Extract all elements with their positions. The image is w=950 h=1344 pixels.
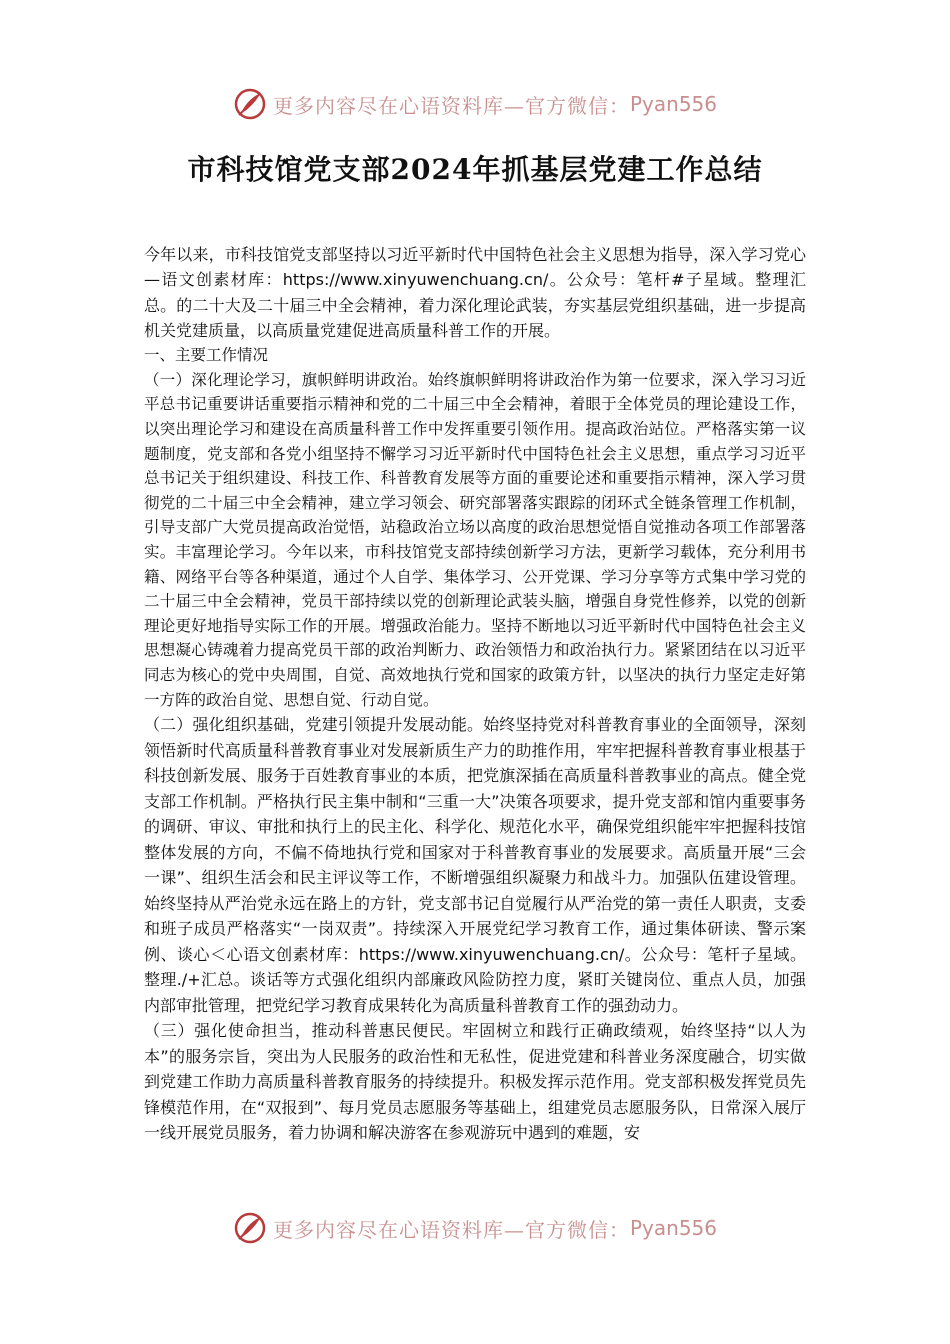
- intro-paragraph: 今年以来，市科技馆党支部坚持以习近平新时代中国特色社会主义思想为指导，深入学习党心—语文创素材库：https://www.xinyuwenchuang.cn/。公众号：笔杆#子星域。整理汇总。的二十大及二十届三中全会精神，着力深化理论武装，夯实基层党组织基础，进一步提高机关党建质量，以高质量党建促进高质量科普工作的开展。: [144, 245, 806, 340]
- watermark-text: 更多内容尽在心语资料库—官方微信：: [272, 93, 630, 118]
- document-title: 市科技馆党支部2024年抓基层党建工作总结: [187, 153, 763, 186]
- paragraph-mission: （三）强化使命担当，推动科普惠民便民。牢固树立和践行正确政绩观，始终坚持“以人为本”的服务宗旨，突出为人民服务的政治性和无私性，促进党建和科普业务深度融合，切实做到党建工作助力高质量科普教育服务的持续提升。积极发挥示范作用。党支部积极发挥党员先锋模范作用，在“双报到”、每月党员志愿服务等基础上，组建党员志愿服务队，日常深入展厅一线开展党员服务，着力协调和解决游客在参观游玩中遇到的难题，安: [144, 1021, 806, 1143]
- watermark-wechat-id: Pyan556: [629, 1216, 717, 1240]
- quill-logo-icon: [233, 1211, 267, 1245]
- section-heading: 一、主要工作情况: [144, 346, 269, 365]
- document-body: [144, 242, 806, 1146]
- watermark-wechat-id: Pyan556: [629, 92, 717, 116]
- paragraph-organization: （二）强化组织基础，党建引领提升发展动能。始终坚持党对科普教育事业的全面领导，深刻领悟新时代高质量科普教育事业对发展新质生产力的助推作用，牢牢把握科普教育事业根基于科技创新发展、服务于百姓教育事业的本质，把党旗深插在高质量科普教事业的高点。健全党支部工作机制。严格执行民主集中制和“三重一大”决策各项要求，提升党支部和馆内重要事务的调研、审议、审批和执行上的民主化、科学化、规范化水平，确保党组织能牢牢把握科技馆整体发展的方向，不偏不倚地执行党和国家对于科普教育事业的发展要求。高质量开展“三会一课”、组织生活会和民主评议等工作，不断增强组织凝聚力和战斗力。加强队伍建设管理。始终坚持从严治党永远在路上的方针，党支部书记自觉履行从严治党的第一责任人职责，支委和班子成员严格落实“一岗双责”。持续深入开展党纪学习教育工作，通过集体研读、警示案例、谈心＜心语文创素材库：https://www.xinyuwenchuang.cn/。公众号：笔杆子星域。整理./+汇总。谈话等方式强化组织内部廉政风险防控力度，紧盯关键岗位、重点人员，加强内部审批管理，把党纪学习教育成果转化为高质量科普教育工作的强劲动力。: [144, 715, 806, 1015]
- watermark-footer: [0, 1208, 950, 1248]
- watermark-header: [0, 84, 950, 124]
- paragraph-theory-study: （一）深化理论学习，旗帜鲜明讲政治。始终旗帜鲜明将讲政治作为第一位要求，深入学习习近平总书记重要讲话重要指示精神和党的二十届三中全会精神，着眼于全体党员的理论建设工作，以突出理论学习和建设在高质量科普工作中发挥重要引领作用。提高政治站位。严格落实第一议题制度，党支部和各党小组坚持不懈学习习近平新时代中国特色社会主义思想，重点学习习近平总书记关于组织建设、科技工作、科普教育发展等方面的重要论述和重要指示精神，深入学习贯彻党的二十届三中全会精神，建立学习领会、研究部署落实跟踪的闭环式全链条管理工作机制，引导支部广大党员提高政治觉悟，站稳政治立场以高度的政治思想觉悟自觉推动各项工作部署落实。丰富理论学习。今年以来，市科技馆党支部持续创新学习方法，更新学习载体，充分利用书籍、网络平台等各种渠道，通过个人自学、集体学习、公开党课、学习分享等方式集中学习党的二十届三中全会精神，党员干部持续以党的创新理论武装头脑，增强自身党性修养，以党的创新理论更好地指导实际工作的开展。增强政治能力。坚持不断地以习近平新时代中国特色社会主义思想凝心铸魂着力提高党员干部的政治判断力、政治领悟力和政治执行力。紧紧团结在以习近平同志为核心的党中央周围，自觉、高效地执行党和国家的政策方针，以坚决的执行力坚定走好第一方阵的政治自觉、思想自觉、行动自觉。: [144, 370, 806, 709]
- watermark-text: 更多内容尽在心语资料库—官方微信：: [272, 1217, 630, 1242]
- quill-logo-icon: [233, 87, 267, 121]
